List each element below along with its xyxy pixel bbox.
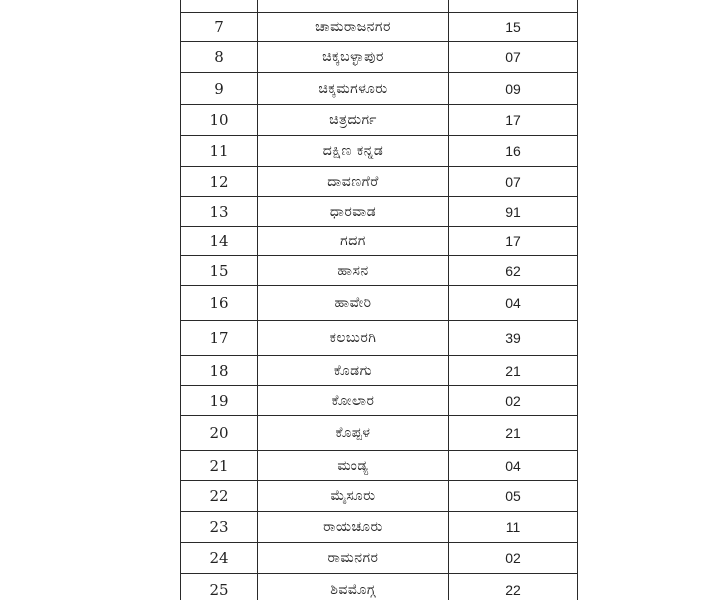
serial-number-cell: 19 xyxy=(181,386,258,416)
table-row xyxy=(181,13,578,42)
district-name-cell: ಶಿವಮೊಗ್ಗ xyxy=(258,574,449,600)
count-cell: 22 xyxy=(449,574,578,600)
table-row xyxy=(181,321,578,356)
district-name-cell: ಕಲಬುರಗಿ xyxy=(258,321,449,356)
district-name-cell: ಚಿಕ್ಕಮಗಳೂರು xyxy=(258,73,449,105)
table-row xyxy=(181,256,578,286)
table-row xyxy=(181,451,578,481)
serial-number-cell: 21 xyxy=(181,451,258,481)
district-table xyxy=(180,0,578,600)
table-row xyxy=(181,0,578,13)
table-row xyxy=(181,286,578,321)
table-row xyxy=(181,42,578,73)
district-name-cell: ರಾಮನಗರ xyxy=(258,543,449,574)
serial-number-cell xyxy=(181,0,258,13)
count-cell: 04 xyxy=(449,286,578,321)
count-cell: 04 xyxy=(449,451,578,481)
count-cell: 16 xyxy=(449,136,578,167)
serial-number-cell: 7 xyxy=(181,13,258,42)
serial-number-cell: 10 xyxy=(181,105,258,136)
count-cell: 39 xyxy=(449,321,578,356)
serial-number-cell: 22 xyxy=(181,481,258,512)
district-name-cell: ಕೊಡಗು xyxy=(258,356,449,386)
district-name-cell: ಚಿಕ್ಕಬಳ್ಳಾಪುರ xyxy=(258,42,449,73)
district-table-body xyxy=(181,0,578,600)
district-name-cell: ಹಾಸನ xyxy=(258,256,449,286)
table-row xyxy=(181,543,578,574)
table-row xyxy=(181,512,578,543)
count-cell: 09 xyxy=(449,73,578,105)
table-row xyxy=(181,574,578,600)
count-cell: 07 xyxy=(449,42,578,73)
district-name-cell: ಕೊಪ್ಪಳ xyxy=(258,416,449,451)
serial-number-cell: 23 xyxy=(181,512,258,543)
district-name-cell: ರಾಯಚೂರು xyxy=(258,512,449,543)
table-row xyxy=(181,73,578,105)
table-row xyxy=(181,197,578,227)
table-row xyxy=(181,416,578,451)
table-row xyxy=(181,481,578,512)
table-row xyxy=(181,136,578,167)
count-cell: 21 xyxy=(449,416,578,451)
serial-number-cell: 17 xyxy=(181,321,258,356)
table-row xyxy=(181,386,578,416)
district-name-cell: ಕೋಲಾರ xyxy=(258,386,449,416)
district-name-cell xyxy=(258,0,449,13)
district-name-cell: ಚಿತ್ರದುರ್ಗ xyxy=(258,105,449,136)
count-cell: 17 xyxy=(449,105,578,136)
serial-number-cell: 12 xyxy=(181,167,258,197)
count-cell: 11 xyxy=(449,512,578,543)
count-cell: 07 xyxy=(449,167,578,197)
district-name-cell: ಮೈಸೂರು xyxy=(258,481,449,512)
serial-number-cell: 25 xyxy=(181,574,258,600)
count-cell: 91 xyxy=(449,197,578,227)
district-name-cell: ಚಾಮರಾಜನಗರ xyxy=(258,13,449,42)
count-cell: 62 xyxy=(449,256,578,286)
count-cell: 17 xyxy=(449,227,578,256)
count-cell: 15 xyxy=(449,13,578,42)
district-name-cell: ಗದಗ xyxy=(258,227,449,256)
district-name-cell: ದಕ್ಷಿಣ ಕನ್ನಡ xyxy=(258,136,449,167)
district-name-cell: ಮಂಡ್ಯ xyxy=(258,451,449,481)
count-cell: 02 xyxy=(449,386,578,416)
serial-number-cell: 16 xyxy=(181,286,258,321)
serial-number-cell: 14 xyxy=(181,227,258,256)
district-name-cell: ಧಾರವಾಡ xyxy=(258,197,449,227)
serial-number-cell: 20 xyxy=(181,416,258,451)
count-cell: 02 xyxy=(449,543,578,574)
table-row xyxy=(181,356,578,386)
serial-number-cell: 13 xyxy=(181,197,258,227)
district-name-cell: ಹಾವೇರಿ xyxy=(258,286,449,321)
serial-number-cell: 15 xyxy=(181,256,258,286)
table-row xyxy=(181,167,578,197)
serial-number-cell: 11 xyxy=(181,136,258,167)
count-cell: 05 xyxy=(449,481,578,512)
serial-number-cell: 24 xyxy=(181,543,258,574)
table-row xyxy=(181,227,578,256)
district-name-cell: ದಾವಣಗೆರೆ xyxy=(258,167,449,197)
serial-number-cell: 18 xyxy=(181,356,258,386)
count-cell: 21 xyxy=(449,356,578,386)
count-cell xyxy=(449,0,578,13)
serial-number-cell: 8 xyxy=(181,42,258,73)
table-row xyxy=(181,105,578,136)
serial-number-cell: 9 xyxy=(181,73,258,105)
